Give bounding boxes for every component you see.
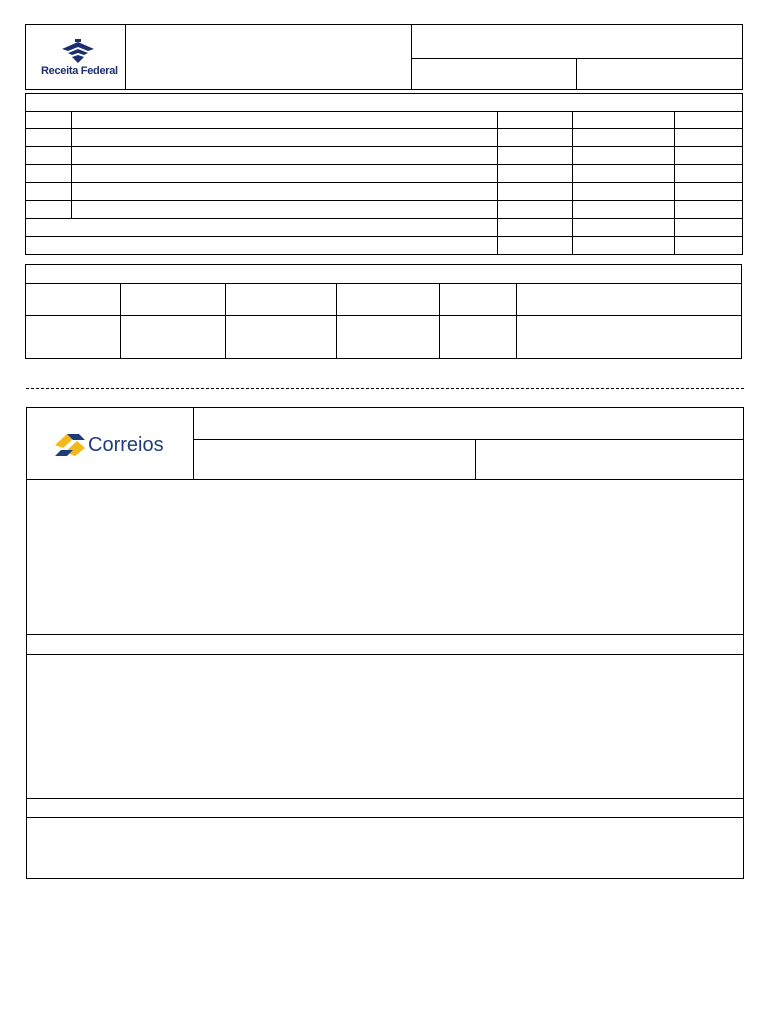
correios-logo (27, 408, 193, 478)
correios-logo-icon (53, 432, 87, 458)
receita-items-table (25, 93, 743, 255)
receita-federal-emblem-icon (58, 39, 98, 65)
receita-header-section (25, 24, 743, 90)
cut-line (26, 388, 744, 389)
receita-logo (26, 25, 126, 89)
receita-info-table (25, 264, 742, 359)
receita-logo-text: Receita Federal (41, 65, 118, 77)
correios-form (26, 407, 744, 879)
correios-logo-text: Correios (88, 434, 164, 456)
